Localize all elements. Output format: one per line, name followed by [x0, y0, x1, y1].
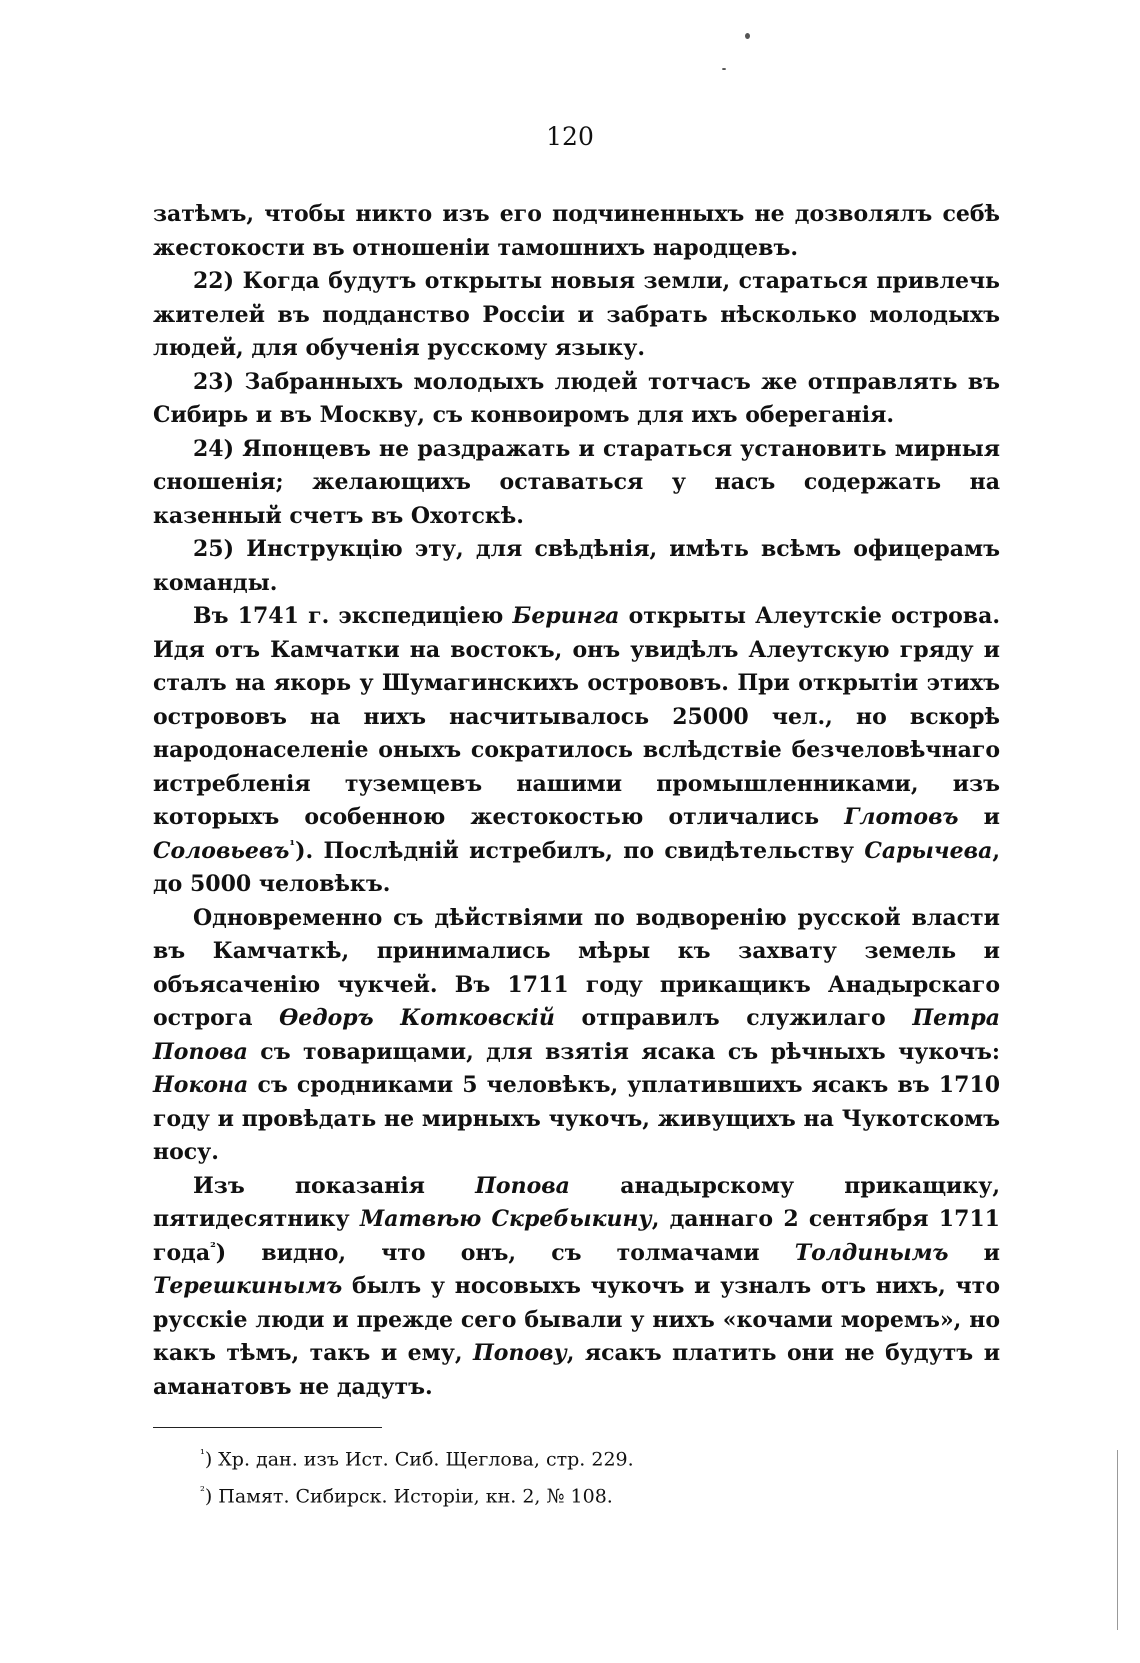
- paragraph-p2: [153, 366, 1000, 433]
- text-run: Въ 1741 г. экспедиціею: [193, 603, 513, 629]
- text-run: съ сродниками 5 человѣкъ, уплатившихъ ясакъ въ 1710 году и провѣдать не мирныхъ чукочъ, живущихъ на Чукотскомъ носу.: [153, 1072, 1000, 1165]
- paragraph-p3: [153, 433, 1000, 534]
- text-run: Изъ показанія: [193, 1172, 476, 1199]
- italic-name: Петра Попова: [153, 1005, 1001, 1065]
- paragraph-p0: [153, 198, 1000, 265]
- footnote-mark: ¹: [200, 1447, 205, 1461]
- text-run: 23) Забранныхъ молодыхъ людей тотчасъ же отправлять въ Сибирь и въ Москву, съ конвоиромъ для ихъ обереганія.: [153, 368, 1000, 428]
- text-run: и: [958, 804, 1000, 830]
- text-run: былъ у носовыхъ чукочъ и узналъ отъ нихъ, что русскіе люди и прежде сего бывали у нихъ «кочами моремъ», но какъ тѣмъ, такъ и ему,: [153, 1273, 1000, 1366]
- page-edge: [1117, 1450, 1118, 1630]
- italic-name: Матвѣю Скребыкину: [359, 1206, 652, 1232]
- text-run: , до 5000 человѣкъ.: [153, 837, 1000, 897]
- text-run: 22) Когда будутъ открыты новыя земли, стараться привлечь жителей въ подданство Россіи и забрать нѣсколько молодыхъ людей, для обученія русскому языку.: [153, 268, 1000, 361]
- italic-name: Нокона: [153, 1072, 249, 1098]
- main-text: [153, 198, 1000, 1404]
- footnote: [200, 1475, 960, 1512]
- page-number: 120: [546, 122, 594, 151]
- text-run: , даннаго 2 сентября 1711 года: [153, 1206, 1000, 1266]
- footnote-text: ) Памят. Сибирск. Исторіи, кн. 2, № 108.: [204, 1485, 613, 1508]
- italic-name: Соловьевъ: [153, 837, 290, 864]
- footnote: [200, 1438, 960, 1475]
- text-run: Одновременно съ дѣйствіями по водворенію русской власти въ Камчаткѣ, принимались мѣры къ захвату земель и объясаченію чукчей. Въ 1711 году прикащикъ Анадырскаго острога: [153, 904, 1000, 1031]
- text-run: анадырскому прикащику, пятидесятнику: [153, 1172, 1000, 1232]
- footnotes: [200, 1438, 960, 1513]
- italic-name: Өедоръ Котковскій: [279, 1005, 555, 1031]
- italic-name: Попову: [473, 1340, 567, 1366]
- text-run: ) видно, что онъ, съ толмачами: [215, 1239, 795, 1266]
- scan-speck: [722, 68, 726, 70]
- text-run: , ясакъ платить они не будутъ и аманатовъ не дадутъ.: [153, 1340, 1001, 1400]
- text-run: 25) Инструкцію эту, для свѣдѣнія, имѣть всѣмъ офицерамъ команды.: [153, 536, 1000, 596]
- text-run: и: [948, 1239, 1000, 1266]
- text-run: 24) Японцевъ не раздражать и стараться установить мирныя сношенія; желающихъ оставаться у насъ содержать на казенный счетъ въ Охотскѣ.: [153, 435, 1000, 529]
- italic-name: Попова: [475, 1172, 570, 1199]
- text-run: ). Послѣдній истребилъ, по свидѣтельству: [295, 837, 865, 864]
- text-run: отправилъ служилаго: [554, 1005, 913, 1031]
- paragraph-p7: [153, 1170, 1000, 1405]
- footnote-ref: ²: [210, 1240, 216, 1256]
- footnote-ref: ¹: [289, 838, 296, 854]
- italic-name: Беринга: [512, 603, 620, 629]
- paragraph-p1: [153, 265, 1000, 366]
- paragraph-p6: [153, 902, 1000, 1170]
- footnote-mark: ²: [200, 1484, 205, 1499]
- paragraph-p5: [153, 600, 1000, 902]
- italic-name: Сарычева: [864, 837, 993, 864]
- italic-name: Толдинымъ: [794, 1239, 949, 1266]
- paragraph-p4: [153, 533, 1000, 600]
- footnote-text: ) Хр. дан. изъ Ист. Сиб. Щеглова, стр. 229.: [204, 1448, 634, 1471]
- scan-speck: [745, 33, 750, 39]
- text-run: съ товарищами, для взятія ясака съ рѣчныхъ чукочъ:: [247, 1038, 1000, 1065]
- italic-name: Глотовъ: [844, 804, 959, 830]
- text-run: открыты Алеутскіе острова. Идя отъ Камчатки на востокъ, онъ увидѣлъ Алеутскую гряду и сталъ на якорь у Шумагинскихъ острововъ. При открытіи этихъ острововъ на нихъ насчитывалось 25000 чел., но вскорѣ народонаселеніе оныхъ сократилось вслѣдствіе безчеловѣчнаго истребленія туземцевъ нашими промышленниками, изъ которыхъ особенною жестокостью отличались: [153, 603, 1000, 830]
- text-run: затѣмъ, чтобы никто изъ его подчиненныхъ не дозволялъ себѣ жестокости въ отношеніи тамошнихъ народцевъ.: [153, 201, 1000, 261]
- italic-name: Терешкинымъ: [153, 1273, 343, 1299]
- footnote-rule: [153, 1427, 382, 1428]
